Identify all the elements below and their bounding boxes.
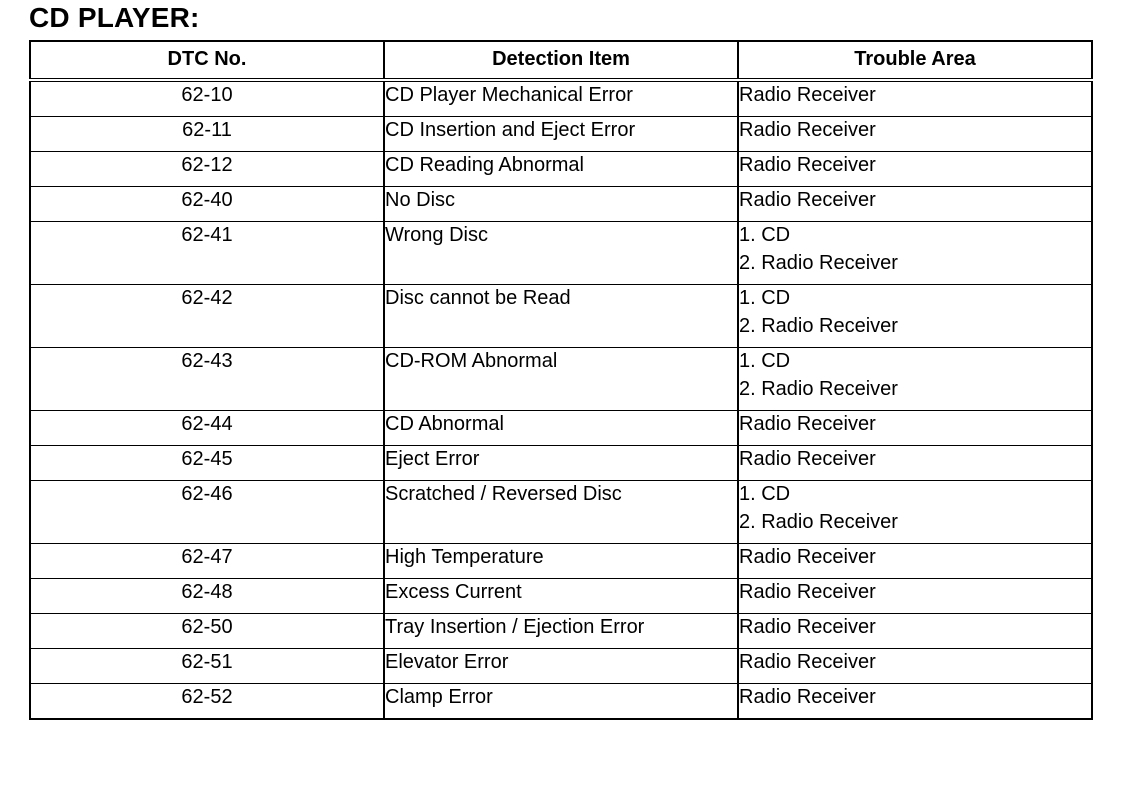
table-row (30, 544, 1092, 579)
dtc-number-cell: 62-42 (30, 285, 384, 348)
trouble-area-line: 2. Radio Receiver (739, 377, 898, 400)
dtc-table (29, 40, 1093, 720)
detection-item-cell: CD Insertion and Eject Error (384, 117, 738, 152)
table-row (30, 446, 1092, 481)
trouble-area-line: 1. CD (739, 224, 791, 246)
trouble-area-line: Radio Receiver (739, 581, 876, 603)
trouble-area-cell (738, 152, 1092, 187)
trouble-area-line: Radio Receiver (739, 84, 876, 106)
trouble-area-cell (738, 649, 1092, 684)
trouble-area-cell (738, 411, 1092, 446)
trouble-area-cell (738, 187, 1092, 222)
table-row (30, 80, 1092, 117)
dtc-number-cell: 62-41 (30, 222, 384, 285)
dtc-number-cell: 62-10 (30, 80, 384, 117)
trouble-area-cell (738, 348, 1092, 411)
table-row (30, 152, 1092, 187)
table-row (30, 614, 1092, 649)
dtc-number-cell: 62-48 (30, 579, 384, 614)
detection-item-cell: No Disc (384, 187, 738, 222)
trouble-area-line: Radio Receiver (739, 189, 876, 211)
detection-item-cell: High Temperature (384, 544, 738, 579)
table-row (30, 222, 1092, 285)
trouble-area-line: Radio Receiver (739, 686, 876, 708)
table-row (30, 481, 1092, 544)
dtc-number-cell: 62-50 (30, 614, 384, 649)
dtc-number-cell: 62-46 (30, 481, 384, 544)
trouble-area-line: Radio Receiver (739, 154, 876, 176)
detection-item-cell: Elevator Error (384, 649, 738, 684)
trouble-area-line: 2. Radio Receiver (739, 314, 898, 337)
table-row (30, 649, 1092, 684)
trouble-area-line: 2. Radio Receiver (739, 510, 898, 533)
detection-item-cell: Tray Insertion / Ejection Error (384, 614, 738, 649)
detection-item-cell: CD Player Mechanical Error (384, 80, 738, 117)
trouble-area-line: Radio Receiver (739, 651, 876, 673)
header-trouble-area: Trouble Area (738, 41, 1092, 80)
trouble-area-cell (738, 446, 1092, 481)
detection-item-cell: Disc cannot be Read (384, 285, 738, 348)
dtc-number-cell: 62-43 (30, 348, 384, 411)
trouble-area-cell (738, 117, 1092, 152)
trouble-area-cell (738, 481, 1092, 544)
dtc-number-cell: 62-44 (30, 411, 384, 446)
table-row (30, 187, 1092, 222)
table-header (30, 41, 1092, 80)
trouble-area-line: Radio Receiver (739, 413, 876, 435)
trouble-area-line: Radio Receiver (739, 448, 876, 470)
trouble-area-cell (738, 684, 1092, 720)
table-row (30, 348, 1092, 411)
detection-item-cell: Eject Error (384, 446, 738, 481)
trouble-area-line: Radio Receiver (739, 119, 876, 141)
trouble-area-line: Radio Receiver (739, 546, 876, 568)
dtc-number-cell: 62-45 (30, 446, 384, 481)
detection-item-cell: CD Reading Abnormal (384, 152, 738, 187)
table-row (30, 285, 1092, 348)
trouble-area-cell (738, 614, 1092, 649)
trouble-area-line: 1. CD (739, 350, 791, 372)
trouble-area-line: 1. CD (739, 287, 791, 309)
trouble-area-cell (738, 80, 1092, 117)
table-row (30, 579, 1092, 614)
header-dtc-no: DTC No. (30, 41, 384, 80)
trouble-area-line: Radio Receiver (739, 616, 876, 638)
detection-item-cell: CD Abnormal (384, 411, 738, 446)
dtc-number-cell: 62-51 (30, 649, 384, 684)
table-row (30, 684, 1092, 720)
trouble-area-line: 2. Radio Receiver (739, 251, 898, 274)
table-row (30, 117, 1092, 152)
dtc-number-cell: 62-40 (30, 187, 384, 222)
trouble-area-line: 1. CD (739, 483, 791, 505)
dtc-number-cell: 62-11 (30, 117, 384, 152)
table-body (30, 80, 1092, 719)
page-title: CD PLAYER: (29, 2, 200, 33)
header-row (30, 41, 1092, 80)
detection-item-cell: Wrong Disc (384, 222, 738, 285)
detection-item-cell: Excess Current (384, 579, 738, 614)
trouble-area-cell (738, 579, 1092, 614)
dtc-number-cell: 62-47 (30, 544, 384, 579)
dtc-number-cell: 62-12 (30, 152, 384, 187)
trouble-area-cell (738, 544, 1092, 579)
table-row (30, 411, 1092, 446)
detection-item-cell: Scratched / Reversed Disc (384, 481, 738, 544)
header-detection-item: Detection Item (384, 41, 738, 80)
detection-item-cell: Clamp Error (384, 684, 738, 720)
detection-item-cell: CD-ROM Abnormal (384, 348, 738, 411)
dtc-number-cell: 62-52 (30, 684, 384, 720)
trouble-area-cell (738, 285, 1092, 348)
trouble-area-cell (738, 222, 1092, 285)
